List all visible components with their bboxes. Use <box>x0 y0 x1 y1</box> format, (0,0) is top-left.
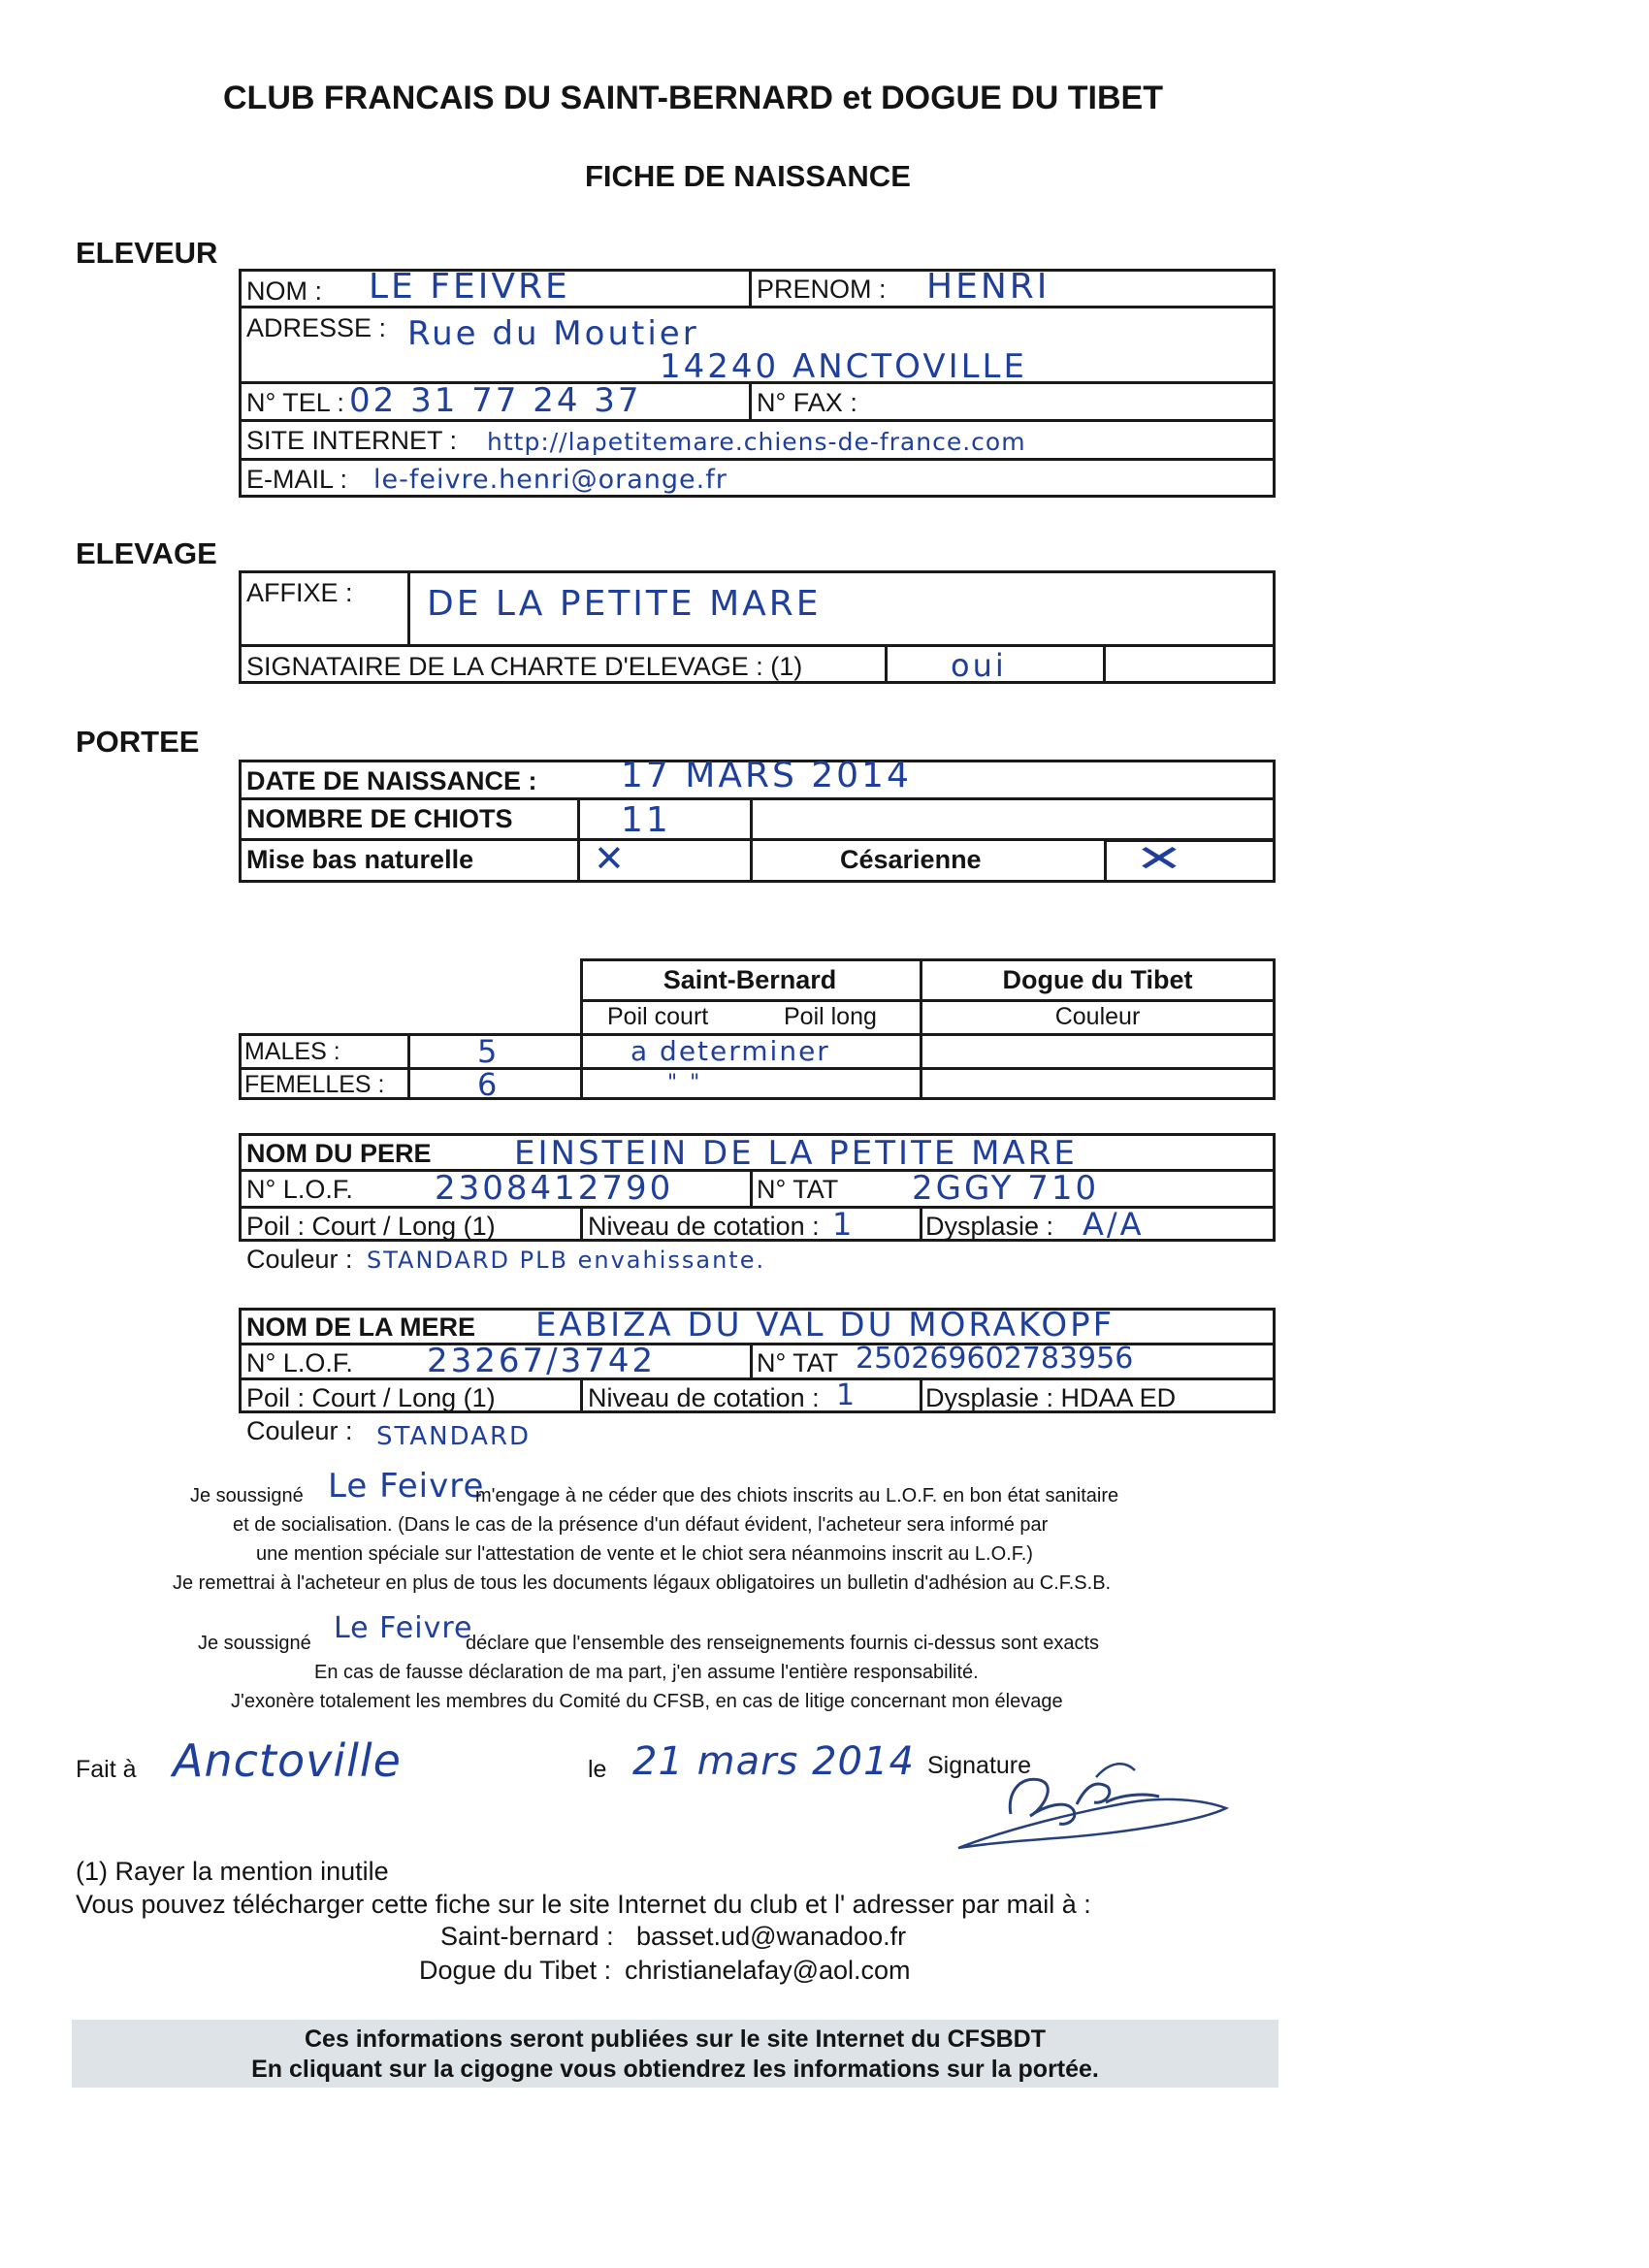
rayer-note: (1) Rayer la mention inutile <box>76 1857 389 1886</box>
tel-value: 02 31 77 24 37 <box>349 381 642 420</box>
page-subtitle: FICHE DE NAISSANCE <box>585 159 911 193</box>
info-banner <box>72 2020 1278 2088</box>
mere-nom-label: NOM DE LA MERE <box>246 1312 475 1342</box>
adresse-line1: Rue du Moutier <box>407 314 699 353</box>
sb-contact-label: Saint-bernard : <box>440 1922 614 1951</box>
email-label: E-MAIL : <box>246 465 348 494</box>
section-elevage: ELEVAGE <box>76 536 217 570</box>
pere-dysplasie-label: Dysplasie : <box>925 1212 1054 1241</box>
femelles-value: 6 <box>477 1066 501 1103</box>
dt-email-link[interactable]: christianelafay@aol.com <box>625 1956 911 1985</box>
engagement-line6: En cas de fausse déclaration de ma part, j'en assume l'entière responsabilité. <box>314 1662 979 1683</box>
pere-cotation-value: 1 <box>832 1206 856 1243</box>
nom-label: NOM : <box>246 276 322 306</box>
fax-label: N° FAX : <box>757 388 857 417</box>
mere-tat-value: 250269602783956 <box>856 1342 1134 1376</box>
males-note: a determiner <box>630 1035 830 1067</box>
mere-lof-value: 23267/3742 <box>427 1342 657 1380</box>
adresse-line2: 14240 ANCTOVILLE <box>660 347 1027 386</box>
prenom-label: PRENOM : <box>757 275 887 304</box>
engagement-line5: déclare que l'ensemble des renseignements fournis ci-dessus sont exacts <box>466 1633 1100 1654</box>
signature-drawing <box>951 1756 1242 1863</box>
pere-nom-label: NOM DU PERE <box>246 1139 432 1168</box>
signer-name-1: Le Feivre <box>328 1467 485 1506</box>
engagement-line1: m'engage à ne céder que des chiots inscrits au L.O.F. en bon état sanitaire <box>475 1485 1119 1507</box>
mere-nom-value: EABIZA DU VAL DU MORAKOPF <box>535 1306 1116 1345</box>
site-value: http://lapetitemare.chiens-de-france.com <box>487 428 1026 456</box>
pere-tat-value: 2GGY 710 <box>912 1169 1100 1208</box>
mere-dysplasie-label: Dysplasie : HDAA ED <box>925 1383 1177 1412</box>
nombre-value: 11 <box>621 800 671 840</box>
affixe-value: DE LA PETITE MARE <box>427 584 822 624</box>
page-title: CLUB FRANCAIS DU SAINT-BERNARD et DOGUE DU TIBET <box>223 80 1163 116</box>
pere-dysplasie-value: A/A <box>1083 1206 1145 1243</box>
charte-value: oui <box>951 647 1007 684</box>
section-eleveur: ELEVEUR <box>76 236 218 270</box>
le-label: le <box>588 1756 607 1783</box>
mere-couleur-label: Couleur : <box>246 1416 353 1445</box>
nom-value: LE FEIVRE <box>369 267 570 307</box>
banner-line2: En cliquant sur la cigogne vous obtiendrez les informations sur la portée. <box>251 2056 1099 2083</box>
banner-line1: Ces informations seront publiées sur le site Internet du CFSBDT <box>304 2025 1046 2053</box>
mise-bas-label: Mise bas naturelle <box>246 845 474 874</box>
males-value: 5 <box>477 1033 501 1070</box>
pere-tat-label: N° TAT <box>757 1175 839 1204</box>
pere-nom-value: EINSTEIN DE LA PETITE MARE <box>514 1134 1078 1173</box>
cesarienne-box[interactable] <box>1104 839 1276 883</box>
poil-court-header: Poil court <box>607 1003 709 1030</box>
femelles-note: " " <box>667 1071 703 1095</box>
mere-lof-label: N° L.O.F. <box>246 1348 353 1377</box>
signer-name-2: Le Feivre <box>334 1611 473 1645</box>
fait-value: Anctoville <box>173 1734 402 1787</box>
males-label: MALES : <box>244 1038 340 1065</box>
engagement-line7: J'exonère totalement les membres du Comité du CFSB, en cas de litige concernant mon élevage <box>231 1691 1063 1712</box>
prenom-value: HENRI <box>926 267 1051 307</box>
je-soussigne-1: Je soussigné <box>190 1485 304 1507</box>
tel-label: N° TEL : <box>246 388 344 417</box>
engagement-line4: Je remettrai à l'acheteur en plus de tous les documents légaux obligatoires un bulletin d'adhésion au C.F.S.B. <box>173 1572 1112 1594</box>
le-value: 21 mars 2014 <box>632 1739 915 1784</box>
dt-contact-label: Dogue du Tibet : <box>419 1956 612 1985</box>
pere-poil-label: Poil : Court / Long (1) <box>246 1212 496 1241</box>
cesarienne-checkbox[interactable]: ✕ <box>1134 837 1189 880</box>
date-value: 17 MARS 2014 <box>621 756 912 795</box>
mere-cotation-value: 1 <box>836 1378 858 1412</box>
fait-label: Fait à <box>76 1756 137 1783</box>
signature-label: Signature <box>927 1752 1032 1779</box>
pere-lof-label: N° L.O.F. <box>246 1175 353 1204</box>
couleur-header: Couleur <box>1054 1003 1141 1030</box>
nombre-label: NOMBRE DE CHIOTS <box>246 804 513 833</box>
pere-cotation-label: Niveau de cotation : <box>588 1212 820 1241</box>
date-label: DATE DE NAISSANCE : <box>246 766 537 795</box>
je-soussigne-2: Je soussigné <box>198 1633 311 1654</box>
dt-header: Dogue du Tibet <box>1002 965 1193 994</box>
pere-couleur-label: Couleur : <box>246 1245 353 1274</box>
adresse-label: ADRESSE : <box>246 313 387 342</box>
mise-bas-checkbox[interactable]: ✕ <box>594 837 628 880</box>
affixe-label: AFFIXE : <box>246 578 353 607</box>
email-value: le-feivre.henri@orange.fr <box>373 465 728 495</box>
section-portee: PORTEE <box>76 725 200 759</box>
charte-label: SIGNATAIRE DE LA CHARTE D'ELEVAGE : (1) <box>246 652 803 681</box>
download-text: Vous pouvez télécharger cette fiche sur le site Internet du club et l' adresser par mail à : <box>76 1890 1091 1919</box>
mere-cotation-label: Niveau de cotation : <box>588 1383 820 1412</box>
pere-couleur-value: STANDARD PLB envahissante. <box>367 1247 766 1274</box>
pere-lof-value: 2308412790 <box>435 1169 674 1208</box>
engagement-line3: une mention spéciale sur l'attestation de vente et le chiot sera néanmoins inscrit au L.O.F.) <box>256 1543 1033 1565</box>
sb-email-link[interactable]: basset.ud@wanadoo.fr <box>636 1922 907 1951</box>
mere-couleur-value: STANDARD <box>376 1422 532 1451</box>
mere-tat-label: N° TAT <box>757 1348 839 1377</box>
poil-long-header: Poil long <box>784 1003 877 1030</box>
site-label: SITE INTERNET : <box>246 426 458 455</box>
sb-header: Saint-Bernard <box>663 965 837 994</box>
mere-poil-label: Poil : Court / Long (1) <box>246 1383 496 1412</box>
femelles-label: FEMELLES : <box>244 1071 385 1098</box>
cesarienne-label: Césarienne <box>840 845 982 874</box>
engagement-line2: et de socialisation. (Dans le cas de la présence d'un défaut évident, l'acheteur sera informé par <box>233 1514 1049 1536</box>
